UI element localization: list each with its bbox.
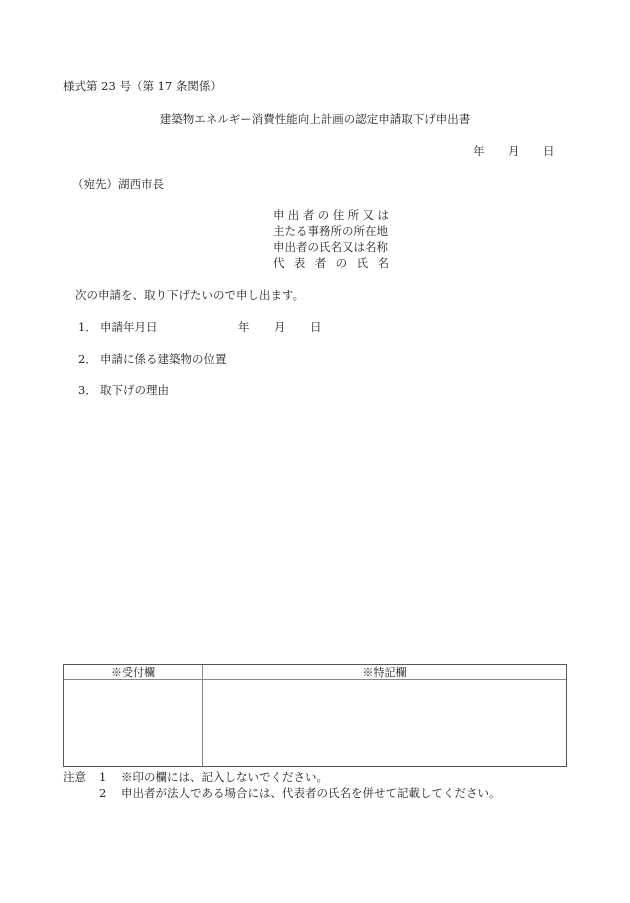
form-number: 様式第 23 号（第 17 条関係） — [63, 79, 222, 93]
reception-column-header: ※受付欄 — [64, 665, 203, 680]
representative-name-label: 代 表 者 の 氏 名 — [273, 256, 389, 270]
addressee: （宛先）湖西市長 — [72, 177, 164, 191]
remarks-column-header: ※特記欄 — [203, 665, 566, 680]
date-day-label: 日 — [543, 144, 555, 158]
note-text: 申出者が法人である場合には、代表者の氏名を併せて記載してください。 — [121, 786, 501, 800]
item-building-location: 2． 申請に係る建築物の位置 — [78, 352, 227, 366]
date-year-label: 年 — [473, 144, 485, 158]
note-number: 2 — [99, 786, 107, 800]
item-withdrawal-reason: 3． 取下げの理由 — [78, 383, 169, 397]
date-month-label: 月 — [508, 144, 520, 158]
item1-day-label: 日 — [310, 320, 322, 334]
item1-year-label: 年 — [238, 320, 250, 334]
applicant-block — [273, 207, 389, 271]
reception-table — [63, 664, 567, 767]
applicant-name-label: 申出者の氏名又は名称 — [273, 240, 388, 254]
applicant-office-label: 主たる事務所の所在地 — [273, 224, 388, 238]
item-application-date: 1． 申請年月日 — [78, 320, 158, 334]
note-number: 1 — [99, 770, 107, 784]
applicant-address-label: 申 出 者 の 住 所 又 は — [273, 208, 389, 222]
note-text: ※印の欄には、記入しないでください。 — [121, 770, 328, 784]
intro-text: 次の申請を、取り下げたいので申し出ます。 — [75, 288, 305, 302]
notes-section — [63, 769, 501, 801]
document-title: 建築物エネルギー消費性能向上計画の認定申請取下げ申出書 — [159, 112, 471, 126]
item1-month-label: 月 — [274, 320, 286, 334]
reception-cell — [64, 680, 203, 766]
remarks-cell — [203, 680, 566, 766]
notes-label: 注意 — [63, 770, 86, 784]
